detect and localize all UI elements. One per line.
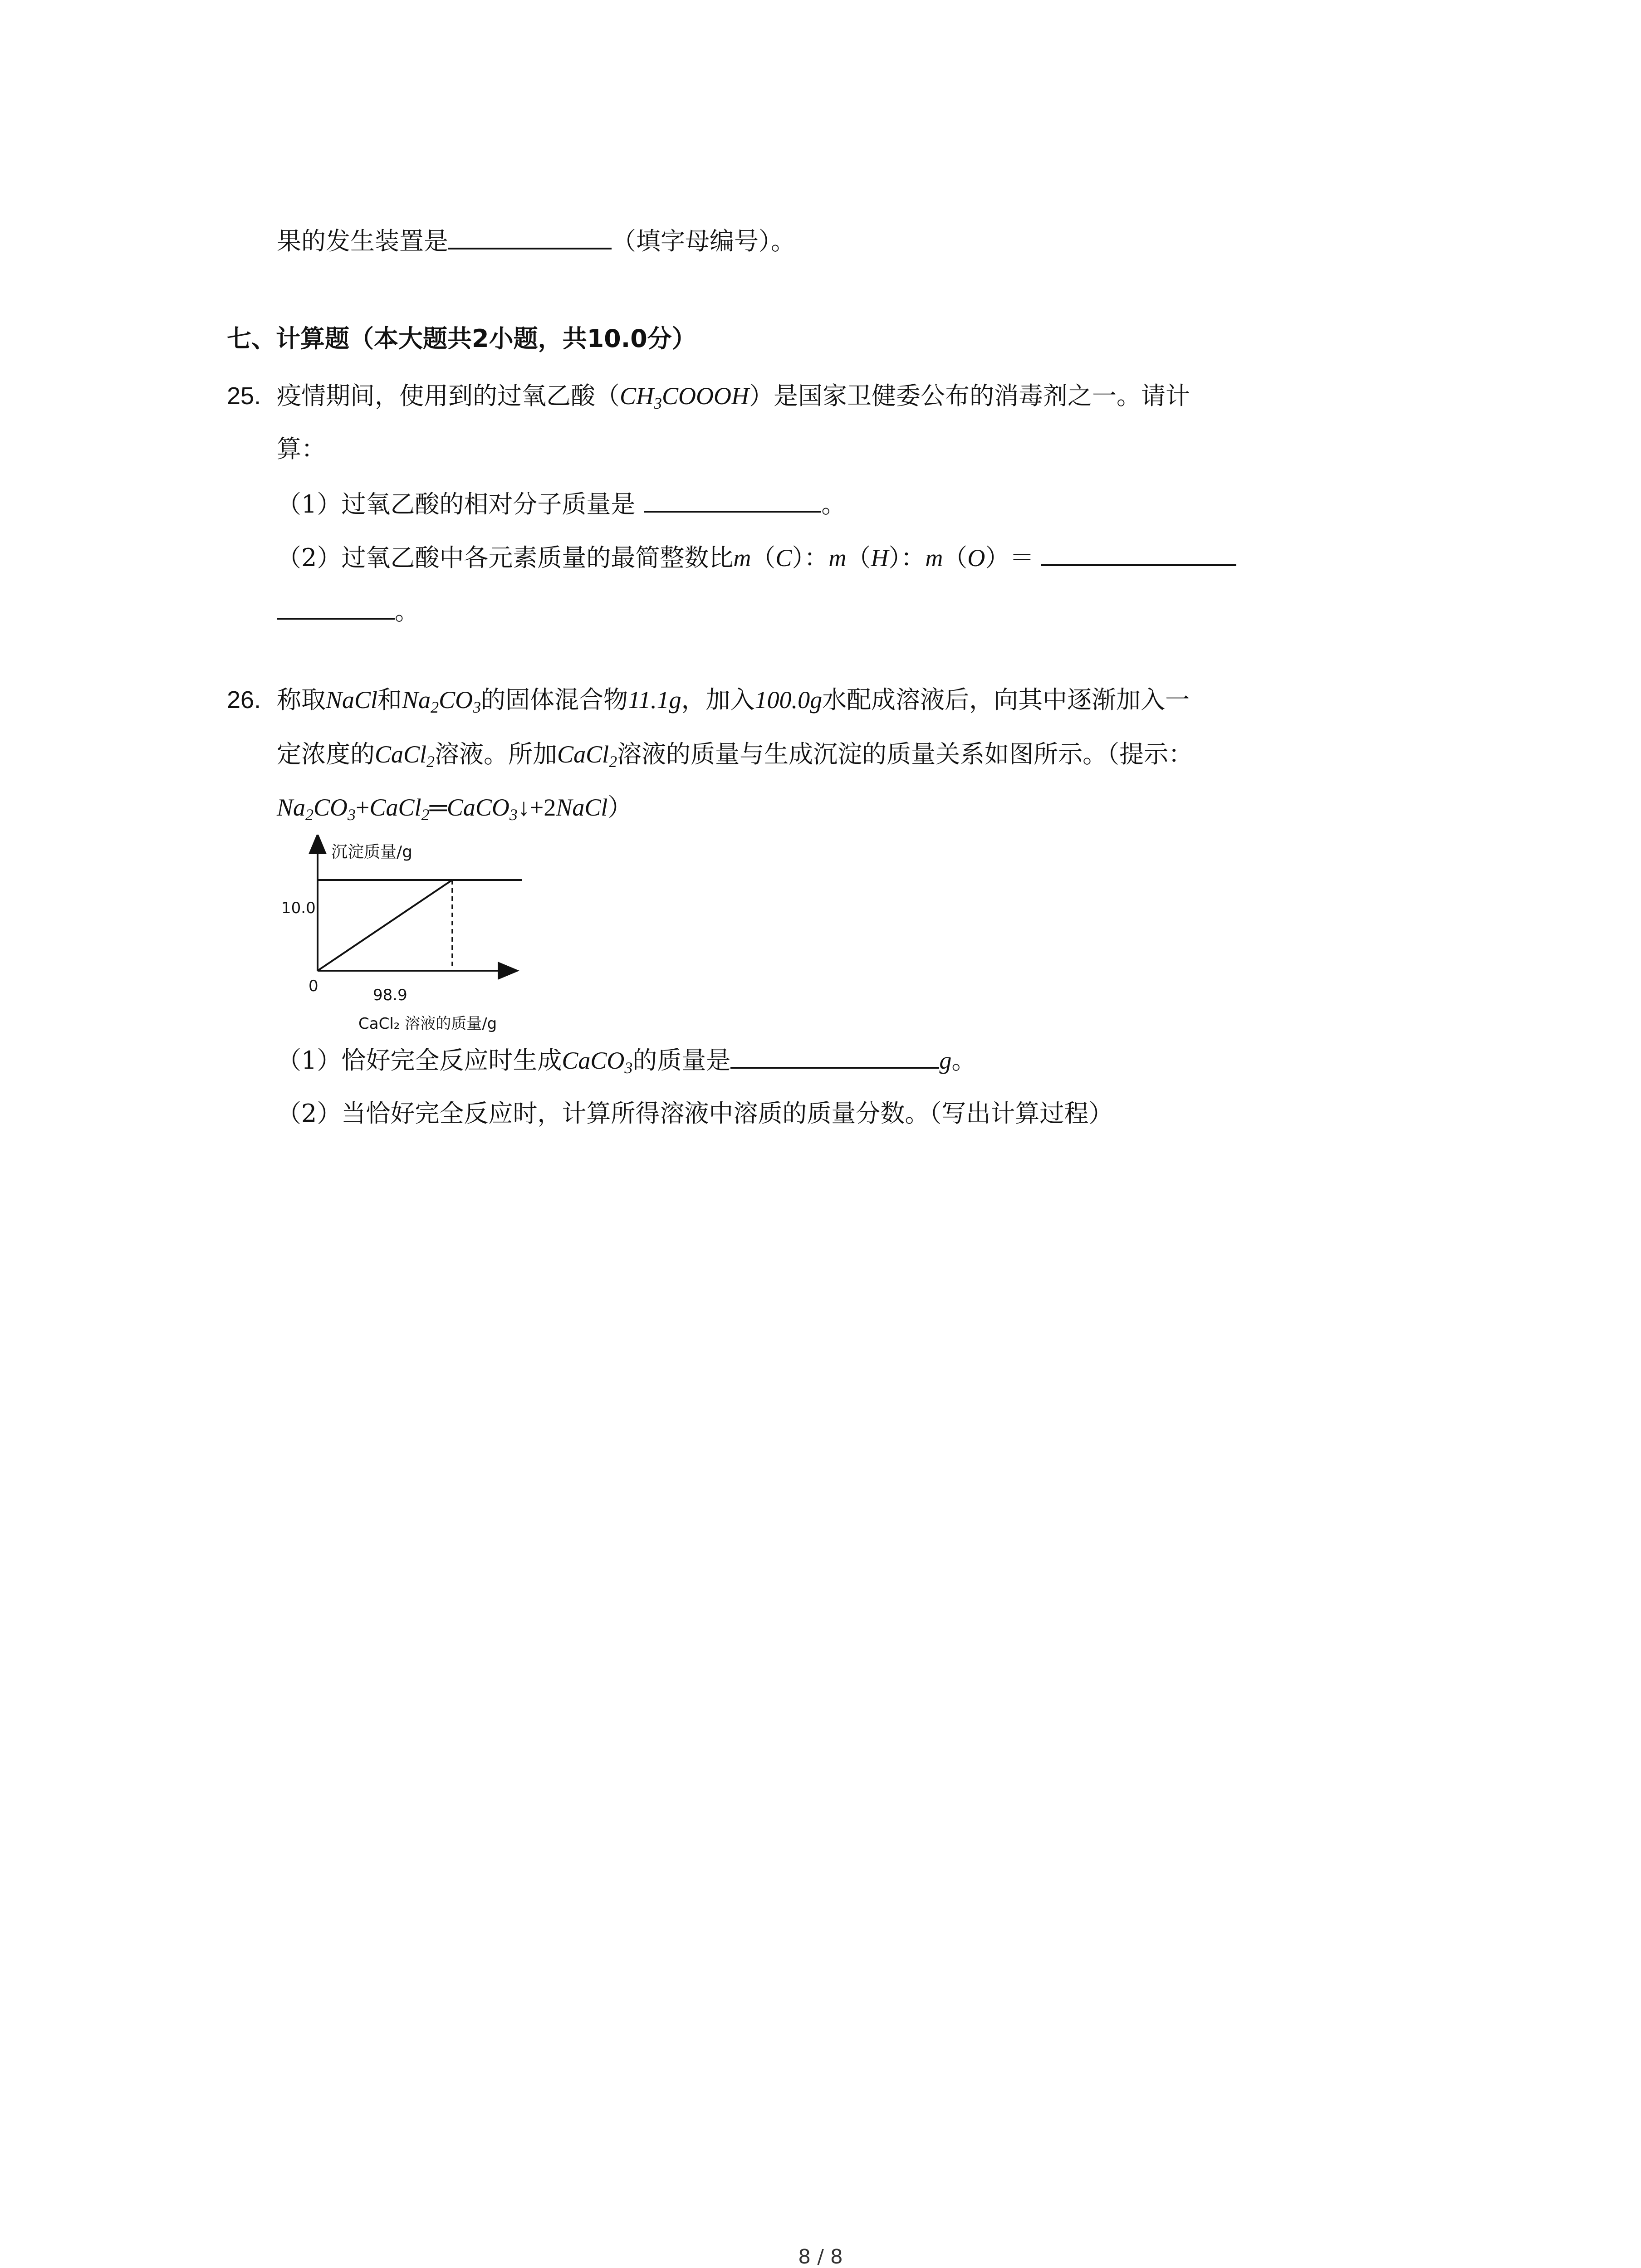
eq-part: CaCl [369,794,421,821]
q25-stem-a: 疫情期间，使用到的过氧乙酸（ [277,381,620,410]
q25-stem-b: ）是国家卫健委公布的消毒剂之一。请计 [749,381,1190,410]
eq-part: CaCO [446,794,509,821]
q26-text: 水配成溶液后，向其中逐渐加入一 [822,685,1190,714]
formula-cooooh: COOOH [662,382,749,410]
unit-g: g [810,686,823,714]
precipitate-chart [272,835,544,1052]
formula-sub: 2 [609,753,617,771]
formula-na: Na [402,686,431,714]
q25-sub2-tail: 。 [395,597,419,626]
reaction-equation [277,792,632,823]
formula-nacl: NaCl [326,686,378,714]
q26-line2 [277,738,1193,770]
q25-sub2-cont [277,593,419,627]
eq-equals: ═ [429,794,447,821]
unit-g: g [939,1047,952,1074]
formula-ch: CH [620,382,654,410]
q26-sub1-text: （1）恰好完全反应时生成 [277,1046,562,1075]
eq-close: ） [607,794,632,821]
paren: （ [846,543,871,572]
eq-part: CO [314,794,348,821]
eq-sub: 2 [421,806,430,824]
element-o: O [967,544,985,572]
q25-sub1 [277,486,846,520]
q26-sub2: （2）当恰好完全反应时，计算所得溶液中溶质的质量分数。（写出计算过程） [277,1099,1113,1128]
eq-part: NaCl [556,794,608,821]
y-axis-label: 沉淀质量/g [331,843,412,861]
reaction-segment [318,880,452,971]
eq-plus: +2 [529,794,556,821]
m-symbol: m [733,544,751,572]
q26-text: 溶液。所加 [435,740,558,768]
mass-value: 100.0 [754,686,810,714]
prev-text: 果的发生装置是 [277,227,448,255]
answer-blank-ratio-a[interactable] [1041,540,1236,566]
q26-text: 的固体混合物 [481,685,628,714]
answer-blank-mr[interactable] [644,486,821,513]
formula-cacl2: CaCl [557,741,609,768]
chart-series [318,880,522,971]
answer-blank-ratio-b[interactable] [277,593,395,620]
q26-text: 称取 [277,685,326,714]
q25-number: 25. [227,382,261,410]
section-title: 七、计算题（本大题共2小题，共10.0分） [227,324,696,353]
q26-text: 溶液的质量与生成沉淀的质量关系如图所示。（提示： [617,740,1193,768]
x-axis-label: CaCl₂ 溶液的质量/g [358,1015,497,1033]
q26-text: 定浓度的 [277,740,375,768]
formula-sub: 3 [624,1059,633,1077]
mass-value: 11.1 [628,686,669,714]
q25-sub2-text: （2）过氧乙酸中各元素质量的最简整数比 [277,543,734,572]
eq-sub: 3 [348,806,356,824]
formula-caco3: CaCO [562,1047,625,1074]
q26-text: ，加入 [681,685,755,714]
eq-plus: + [356,794,370,821]
m-symbol: m [828,544,847,572]
eq-sub: 3 [509,806,518,824]
equals: ）＝ [985,543,1034,572]
paren: ）： [792,543,829,572]
answer-blank-mass[interactable] [730,1042,939,1069]
q25-sub1-text: （1）过氧乙酸的相对分子质量是 [277,490,636,518]
y-tick-label: 10.0 [281,899,316,917]
answer-blank[interactable] [448,223,612,249]
q26-sub1-text: 的质量是 [632,1046,731,1075]
formula-sub: 3 [654,394,662,412]
q25-line2: 算： [277,435,326,463]
unit-g: g [669,686,681,714]
origin-label: 0 [309,977,318,995]
formula-sub: 2 [426,753,435,771]
prev-question-tail [277,223,795,257]
formula-sub: 2 [431,698,439,716]
eq-sub: 2 [305,806,314,824]
formula-cacl2: CaCl [375,741,427,768]
formula-sub: 3 [473,698,481,716]
paren: （ [943,543,968,572]
formula-co: CO [439,686,473,714]
q26-text: 和 [377,685,402,714]
prev-tail: （填字母编号）。 [612,227,795,255]
paren: （ [751,543,776,572]
element-c: C [775,544,792,572]
q25-sub1-tail: 。 [821,490,846,518]
eq-part: Na [277,794,306,821]
q26-number: 26. [227,686,261,714]
q25-line1 [227,380,1190,412]
q25-sub2 [277,540,1236,574]
q26-sub1 [277,1042,976,1076]
page-number: 8 / 8 [798,2245,843,2268]
x-tick-label: 98.9 [373,986,407,1004]
element-h: H [871,544,889,572]
paren: ）： [888,543,926,572]
q26-sub1-tail: 。 [951,1046,976,1075]
precipitate-arrow-icon: ↓ [517,794,530,821]
m-symbol: m [925,544,943,572]
q26-line1 [227,684,1190,716]
